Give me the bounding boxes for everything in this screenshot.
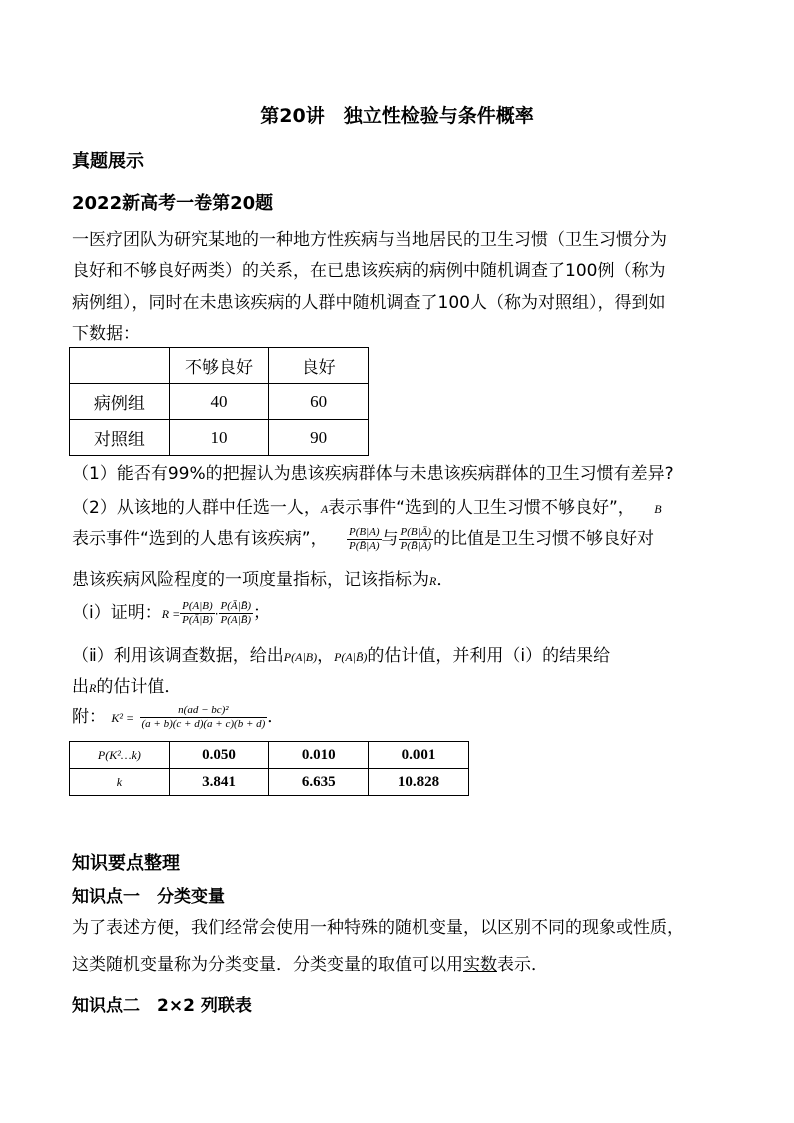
- fraction-numerator: P(Ā|B̄): [220, 599, 252, 612]
- critical-value-table: [69, 741, 469, 796]
- table-row: [70, 742, 469, 769]
- math-symbol-b: B: [654, 502, 662, 516]
- question-1: （1）能否有99%的把握认为患该疾病群体与未患该疾病群体的卫生习惯有差异?: [72, 464, 674, 484]
- underlined-term: 实数: [463, 955, 497, 975]
- question-2-line-2: [72, 524, 654, 554]
- question-text: （ⅱ）利用该调查数据，给出: [72, 646, 284, 666]
- section-heading-zhishi: 知识要点整理: [72, 853, 180, 874]
- knowledge-text: 这类随机变量称为分类变量．分类变量的取值可以用: [72, 955, 463, 975]
- chi-square-fraction: [140, 704, 268, 731]
- question-text: 的估计值．: [96, 677, 182, 697]
- table-cell: 40: [169, 384, 269, 420]
- fraction-numerator: P(B|A): [349, 525, 380, 538]
- table-cell: [70, 348, 170, 384]
- appendix-label: 附：: [72, 707, 106, 727]
- fraction-denominator: P(B̄|Ā): [400, 539, 432, 552]
- table-cell: 6.635: [269, 769, 369, 796]
- table-cell: 90: [269, 420, 369, 456]
- math-expression: P(A|B̄): [334, 650, 368, 664]
- knowledge-point-1-title: 知识点一 分类变量: [72, 887, 225, 907]
- question-text: （2）从该地的人群中任选一人，: [72, 498, 321, 518]
- appendix-formula: [72, 701, 284, 734]
- question-text: ；: [253, 603, 271, 623]
- question-text: 患该疾病风险程度的一项度量指标，记该指标为: [72, 570, 429, 590]
- table-cell: 对照组: [70, 420, 170, 456]
- problem-text-line: 病例组），同时在未患该疾病的人群中随机调查了100人（称为对照组），得到如: [72, 293, 666, 313]
- math-expression: P(A|B): [283, 650, 318, 664]
- fraction: [347, 526, 382, 553]
- question-text: ．: [436, 570, 454, 590]
- page-title: 第20讲 独立性检验与条件概率: [260, 105, 534, 127]
- table-cell: 良好: [269, 348, 369, 384]
- question-text: （ⅰ）证明：: [72, 603, 162, 623]
- question-2-part-i: [72, 598, 270, 629]
- knowledge-text: 表示．: [497, 955, 548, 975]
- table-row: [70, 769, 469, 796]
- question-text: 的估计值，并利用（ⅰ）的结果给: [367, 646, 611, 666]
- fraction-denominator: P(B̄|A): [349, 539, 380, 552]
- fraction-numerator: P(B|Ā): [400, 525, 432, 538]
- table-row: [70, 384, 369, 420]
- question-2-line-1: [72, 498, 662, 519]
- table-row: [70, 420, 369, 456]
- problem-text-line: 一医疗团队为研究某地的一种地方性疾病与当地居民的卫生习惯（卫生习惯分为: [72, 230, 667, 250]
- fraction: [219, 600, 254, 627]
- knowledge-point-1-text: [72, 955, 548, 975]
- question-text: 表示事件“选到的人患有该疾病”，: [72, 529, 328, 549]
- fraction-numerator: P(A|B): [182, 599, 213, 612]
- question-text: 出: [72, 677, 89, 697]
- table-cell: 不够良好: [169, 348, 269, 384]
- knowledge-point-1-text: 为了表述方便，我们经常会使用一种特殊的随机变量，以区别不同的现象或性质，: [72, 918, 684, 938]
- question-text: ，: [317, 646, 335, 666]
- table-cell: 10: [169, 420, 269, 456]
- table-cell: 10.828: [369, 769, 469, 796]
- fraction-numerator: n(ad − bc)²: [140, 704, 268, 718]
- table-cell: 病例组: [70, 384, 170, 420]
- table-cell: k: [70, 769, 170, 796]
- fraction: [180, 600, 215, 627]
- math-symbol-r: R: [89, 681, 97, 695]
- table-cell: 3.841: [169, 769, 269, 796]
- question-2-part-ii-line-2: [72, 677, 181, 698]
- question-text: 的比值是卫生习惯不够良好对: [433, 529, 655, 549]
- section-heading-zhenti: 真题展示: [72, 151, 144, 172]
- table-cell: 60: [269, 384, 369, 420]
- fraction-denominator: P(A|B̄): [220, 613, 252, 626]
- survey-data-table: [69, 347, 369, 456]
- table-cell: 0.001: [369, 742, 469, 769]
- fraction: [399, 526, 434, 553]
- exam-title: 2022新高考一卷第20题: [72, 193, 274, 214]
- math-symbol-a: A: [320, 502, 329, 516]
- question-2-line-3: [72, 570, 453, 591]
- table-cell: 0.010: [269, 742, 369, 769]
- table-cell: P(K²…k): [70, 742, 170, 769]
- question-2-part-ii-line-1: [72, 646, 610, 667]
- math-dot: ·: [214, 607, 219, 621]
- fraction-denominator: P(Ā|B): [182, 613, 213, 626]
- knowledge-point-2-title: 知识点二 2×2 列联表: [72, 996, 252, 1016]
- math-symbol-r: R =: [161, 607, 181, 621]
- table-cell: 0.050: [169, 742, 269, 769]
- problem-text-line: 下数据：: [72, 324, 140, 344]
- formula-end: ．: [267, 707, 285, 727]
- table-header-row: [70, 348, 369, 384]
- fraction-denominator: (a + b)(c + d)(a + c)(b + d): [141, 717, 266, 730]
- math-symbol-k2: K² =: [111, 711, 135, 725]
- math-symbol-r: R: [429, 574, 437, 588]
- question-text: 与: [381, 529, 399, 549]
- question-text: 表示事件“选到的人卫生习惯不够良好”，: [328, 498, 635, 518]
- problem-text-line: 良好和不够良好两类）的关系，在已患该疾病的病例中随机调查了100例（称为: [72, 261, 666, 281]
